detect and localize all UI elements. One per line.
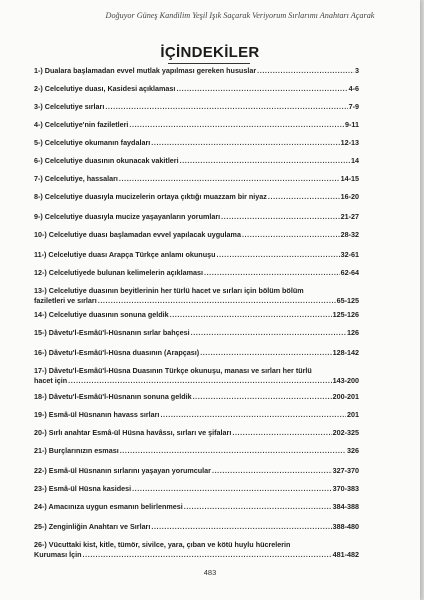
toc-entry-pages: 481-482 xyxy=(332,549,359,559)
dot-leader xyxy=(151,522,331,532)
toc-entry-text: 14-) Celcelutiye duasının sonuna geldik xyxy=(34,310,169,319)
toc-entry-pages: 4-6 xyxy=(348,84,359,93)
toc-entry xyxy=(34,366,359,385)
toc-entry-text: 15-) Dâvetu'l-Esmâü'l-Hüsnanın sırlar bahçesi xyxy=(34,328,190,337)
toc-entry-pages: 327-370 xyxy=(332,466,359,475)
toc-entry-text: 21-) Burçlarınızın esması xyxy=(34,446,119,455)
toc-entry-pages: 125-126 xyxy=(332,310,359,319)
toc-entry-text: 10-) Celcelutiye duası başlamadan evvel yapılacak uygulama xyxy=(34,230,241,239)
toc-entry xyxy=(34,192,359,202)
toc-entry-pages: 128-142 xyxy=(332,348,359,357)
toc-entry-text: 19-) Esmâ-ül Hüsnanın havass sırları xyxy=(34,410,160,419)
toc-entry-pages: 326 xyxy=(347,446,359,455)
toc-entry xyxy=(34,484,359,494)
toc-entry-pages: 384-388 xyxy=(332,502,359,511)
running-head: Doğuyor Güneş Kandilim Yeşil Işık Saçarak Veriyorum Sırlarımı Anahtarı Açarak xyxy=(105,11,375,20)
toc-entry-text: 12-) Celcelutiyede bulunan kelimelerin açıklaması xyxy=(34,268,203,277)
toc-entry-text: 4-) Celcelutiye'nin faziletleri xyxy=(34,120,129,129)
dot-leader xyxy=(191,328,346,338)
dot-leader xyxy=(120,446,346,456)
toc-entry-text: 5-) Celcelutiye okumanın faydaları xyxy=(34,138,151,147)
dot-leader xyxy=(151,138,339,148)
toc-entry-text: 18-) Dâvetu'l-Esmâü'l-Hüsnanın sonuna geldik xyxy=(34,392,192,401)
toc-entry-text: 1-) Dualara başlamadan evvel mutlak yapılması gereken hususlar xyxy=(34,66,257,75)
toc-entry-text-continued: Kuruması İçin xyxy=(34,549,82,559)
toc-entry xyxy=(34,410,359,420)
toc-entry-pages: 14 xyxy=(351,156,359,165)
toc-entry xyxy=(34,502,359,512)
toc-entry xyxy=(34,66,359,76)
toc-entry xyxy=(34,428,359,438)
toc-entry-pages: 14-15 xyxy=(340,174,359,183)
toc-entry-pages: 62-64 xyxy=(340,268,359,277)
toc-entry xyxy=(34,392,359,402)
toc-entry-pages: 32-61 xyxy=(340,250,359,259)
toc-entry-text: 24-) Amacınıza uygun esmanın belirlenmesi xyxy=(34,502,183,511)
title-underline xyxy=(168,63,250,64)
toc-entry-pages: 9-11 xyxy=(345,120,359,129)
dot-leader xyxy=(257,66,354,76)
dot-leader xyxy=(216,250,339,260)
toc-entry-text: 20-) Sırlı anahtar Esmâ-ül Hüsna havâssı, sırları ve şifaları xyxy=(34,428,232,437)
page-title: İÇİNDEKİLER xyxy=(160,44,260,61)
toc-entry-pages: 65-125 xyxy=(336,295,359,305)
dot-leader xyxy=(193,392,332,402)
toc-entry xyxy=(34,466,359,476)
dot-leader xyxy=(232,428,331,438)
toc-entry-pages: 200-201 xyxy=(332,392,359,401)
toc-entry-pages: 370-383 xyxy=(332,484,359,493)
toc-entry-text: 8-) Celcelutiye duasıyla mucizelerin ortaya çıktığı muazzam bir niyaz xyxy=(34,192,267,201)
dot-leader xyxy=(170,310,332,320)
toc-entry xyxy=(34,328,359,338)
toc-entry xyxy=(34,310,359,320)
toc-entry-pages: 12-13 xyxy=(340,138,359,147)
toc-entry xyxy=(34,522,359,532)
toc-entry-text: 6-) Celcelutiye duasının okunacak vakitleri xyxy=(34,156,179,165)
dot-leader xyxy=(212,466,332,476)
dot-leader xyxy=(68,376,331,386)
dot-leader xyxy=(200,348,331,358)
toc-entry-text: 25-) Zenginliğin Anahtarı ve Sırları xyxy=(34,522,151,531)
toc-entry-text: 3-) Celcelutiye sırları xyxy=(34,102,105,111)
toc-entry-pages: 388-480 xyxy=(332,522,359,531)
dot-leader xyxy=(242,230,340,240)
toc-entry-pages: 201 xyxy=(347,410,359,419)
toc-entry-text-continued: faziletleri ve sırları xyxy=(34,295,97,305)
toc-entry xyxy=(34,540,359,559)
toc-entry xyxy=(34,286,359,305)
dot-leader xyxy=(160,410,346,420)
toc-entry-text: 22-) Esmâ-ül Hüsnanın sırlarını yaşayan yorumcular xyxy=(34,466,211,475)
toc-entry-text: 7-) Celcelutiye, hassaları xyxy=(34,174,118,183)
dot-leader xyxy=(268,192,340,202)
toc-entry xyxy=(34,102,359,112)
toc-entry xyxy=(34,156,359,166)
toc-entry xyxy=(34,174,359,184)
dot-leader xyxy=(180,156,350,166)
dot-leader xyxy=(98,296,336,306)
toc-entry xyxy=(34,348,359,358)
dot-leader xyxy=(184,502,332,512)
dot-leader xyxy=(132,484,332,494)
toc-entry-pages: 16-20 xyxy=(340,192,359,201)
toc-entry-pages: 126 xyxy=(347,328,359,337)
toc-entry xyxy=(34,250,359,260)
dot-leader xyxy=(105,102,347,112)
toc-entry xyxy=(34,84,359,94)
toc-entry-pages: 202-325 xyxy=(332,428,359,437)
toc-entry-text-continued: hacet için xyxy=(34,375,68,385)
dot-leader xyxy=(129,120,344,130)
dot-leader xyxy=(221,212,339,222)
toc-entry-text: 23-) Esmâ-ül Hüsna kasidesi xyxy=(34,484,132,493)
toc-entry-pages: 28-32 xyxy=(340,230,359,239)
toc-entry-text: 17-) Dâvetu'l-Esmâü'l-Hüsna Duasının Türkçe okunuşu, manası ve sırları her türlü xyxy=(34,366,312,375)
dot-leader xyxy=(204,268,340,278)
toc-entry-text: 13-) Celcelutiye duasının beyitlerinin her türlü hacet ve sırları için bölüm bölüm xyxy=(34,286,304,295)
page-number: 483 xyxy=(203,568,217,577)
toc-entry-text: 26-) Vücuttaki kist, kitle, tümör, sivilce, yara, çıban ve kötü huylu hücrelerin xyxy=(34,540,291,549)
toc-entry xyxy=(34,212,359,222)
toc-entry xyxy=(34,446,359,456)
toc-entry-pages: 143-200 xyxy=(332,375,359,385)
toc-entry-text: 11-) Celcelutiye duası Arapça Türkçe anlamı okunuşu xyxy=(34,250,216,259)
dot-leader xyxy=(119,174,340,184)
toc-entry-text: 9-) Celcelutiye duasıyla mucize yaşayanların yorumları xyxy=(34,212,221,221)
dot-leader xyxy=(83,550,332,560)
toc-entry-pages: 21-27 xyxy=(340,212,359,221)
toc-entry-pages: 7-9 xyxy=(348,102,359,111)
toc-entry-text: 2-) Celcelutiye duası, Kasidesi açıklaması xyxy=(34,84,176,93)
toc-entry xyxy=(34,230,359,240)
toc-entry-pages: 3 xyxy=(355,66,359,75)
toc-entry xyxy=(34,138,359,148)
toc-entry xyxy=(34,268,359,278)
dot-leader xyxy=(176,84,347,94)
toc-entry xyxy=(34,120,359,130)
toc-entry-text: 16-) Dâvetu'l-Esmâü'l-Hüsna duasının (Arapçası) xyxy=(34,348,200,357)
